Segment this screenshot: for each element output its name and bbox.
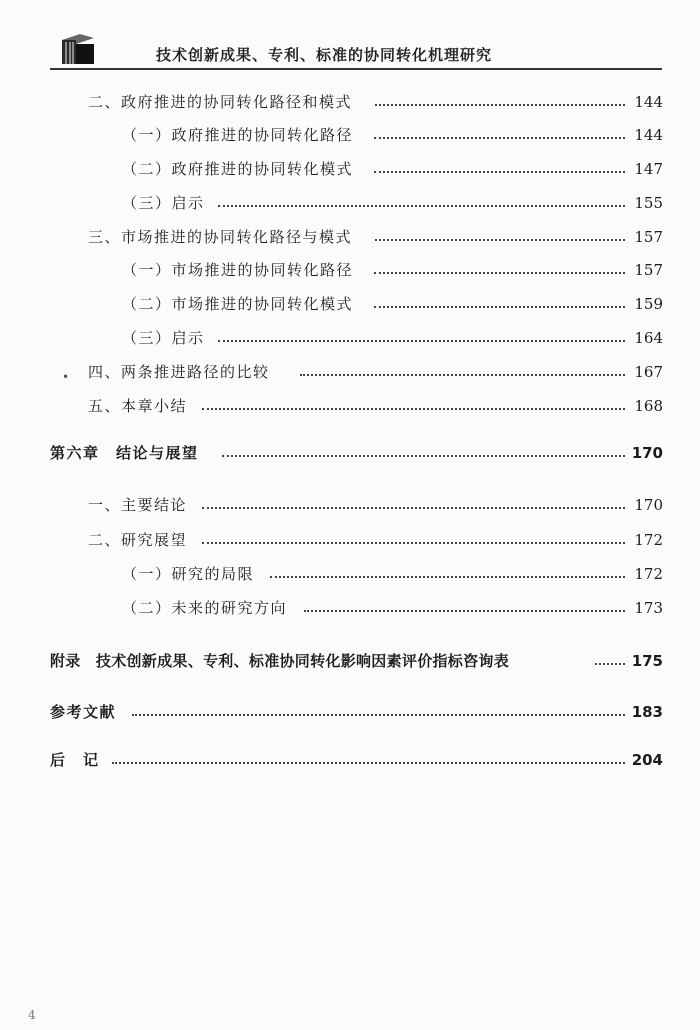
toc-entry[interactable] bbox=[0, 394, 700, 420]
toc-entry-label: （二）政府推进的协同转化模式 bbox=[122, 160, 354, 178]
toc-entry-label: 附录 技术创新成果、专利、标准协同转化影响因素评价指标咨询表 bbox=[50, 652, 510, 670]
toc-entry-page: 157 bbox=[634, 261, 663, 279]
toc-entry[interactable] bbox=[0, 258, 700, 284]
toc-entry[interactable] bbox=[0, 562, 700, 588]
toc-entry[interactable] bbox=[0, 90, 700, 116]
toc-entry-page: 175 bbox=[631, 652, 663, 670]
toc-entry[interactable] bbox=[0, 326, 700, 352]
dot-leader bbox=[202, 408, 625, 410]
toc-entry[interactable] bbox=[0, 157, 700, 183]
dot-leader bbox=[374, 171, 625, 173]
dot-leader bbox=[218, 205, 625, 207]
toc-entry-label: 四、两条推进路径的比较 bbox=[88, 363, 270, 381]
toc-entry-page: 172 bbox=[634, 565, 663, 583]
toc-entry-label: （一）研究的局限 bbox=[122, 565, 255, 583]
dot-leader bbox=[375, 239, 625, 241]
toc-entry-label: （二）未来的研究方向 bbox=[122, 599, 288, 617]
toc-entry-label: 参考文献 bbox=[50, 703, 117, 721]
toc-entry-page: 172 bbox=[634, 531, 663, 549]
toc-entry[interactable] bbox=[0, 596, 700, 622]
toc-entry-page: 170 bbox=[631, 444, 663, 462]
dot-leader bbox=[374, 272, 625, 274]
toc-entry[interactable] bbox=[0, 528, 700, 554]
toc-entry-page: 168 bbox=[634, 397, 663, 415]
dot-leader bbox=[132, 714, 625, 716]
toc-entry-label: 一、主要结论 bbox=[88, 496, 188, 514]
dot-leader bbox=[375, 104, 625, 106]
toc-entry-page: 157 bbox=[634, 228, 663, 246]
toc-entry-page: 159 bbox=[634, 295, 663, 313]
dot-leader bbox=[595, 663, 625, 665]
bullet-mark: • bbox=[62, 370, 70, 384]
toc-entry-label: （一）政府推进的协同转化路径 bbox=[122, 126, 354, 144]
toc-entry-afterword[interactable] bbox=[0, 748, 700, 774]
dot-leader bbox=[304, 610, 625, 612]
toc-entry[interactable] bbox=[0, 123, 700, 149]
header-title: 技术创新成果、专利、标准的协同转化机理研究 bbox=[156, 46, 493, 64]
dot-leader bbox=[270, 576, 625, 578]
toc-entry-label: 五、本章小结 bbox=[88, 397, 188, 415]
toc-entry-label: （一）市场推进的协同转化路径 bbox=[122, 261, 354, 279]
toc-entry-label: （三）启示 bbox=[122, 194, 205, 212]
toc-entry-references[interactable] bbox=[0, 700, 700, 726]
toc-entry-page: 183 bbox=[631, 703, 663, 721]
toc-entry-page: 170 bbox=[634, 496, 663, 514]
toc-entry-label: 二、政府推进的协同转化路径和模式 bbox=[88, 93, 353, 111]
toc-entry-label: 第六章 结论与展望 bbox=[50, 444, 199, 462]
dot-leader bbox=[222, 455, 625, 457]
toc-entry-chapter[interactable] bbox=[0, 441, 700, 467]
toc-entry-page: 147 bbox=[634, 160, 663, 178]
toc-entry-page: 164 bbox=[634, 329, 663, 347]
dot-leader bbox=[202, 507, 625, 509]
dot-leader bbox=[202, 542, 625, 544]
toc-entry[interactable] bbox=[0, 360, 700, 386]
toc-entry-label: （三）启示 bbox=[122, 329, 205, 347]
toc-entry[interactable] bbox=[0, 225, 700, 251]
toc-entry-label: 二、研究展望 bbox=[88, 531, 188, 549]
toc-entry-page: 204 bbox=[631, 751, 663, 769]
toc-entry-appendix[interactable] bbox=[0, 649, 700, 675]
toc-entry-label: 后 记 bbox=[50, 751, 100, 769]
dot-leader bbox=[300, 374, 625, 376]
toc-entry-label: 三、市场推进的协同转化路径与模式 bbox=[88, 228, 353, 246]
toc-entry-page: 167 bbox=[634, 363, 663, 381]
toc-entry-page: 173 bbox=[634, 599, 663, 617]
dot-leader bbox=[374, 137, 625, 139]
dot-leader bbox=[374, 306, 625, 308]
toc-entry[interactable] bbox=[0, 493, 700, 519]
toc-entry[interactable] bbox=[0, 191, 700, 217]
page-number: 4 bbox=[28, 1008, 36, 1022]
dot-leader bbox=[218, 340, 625, 342]
toc-entry-page: 144 bbox=[634, 126, 663, 144]
toc-entry-page: 144 bbox=[634, 93, 663, 111]
toc-entry-label: （二）市场推进的协同转化模式 bbox=[122, 295, 354, 313]
toc-entry[interactable] bbox=[0, 292, 700, 318]
toc-entry-page: 155 bbox=[634, 194, 663, 212]
dot-leader bbox=[112, 762, 625, 764]
